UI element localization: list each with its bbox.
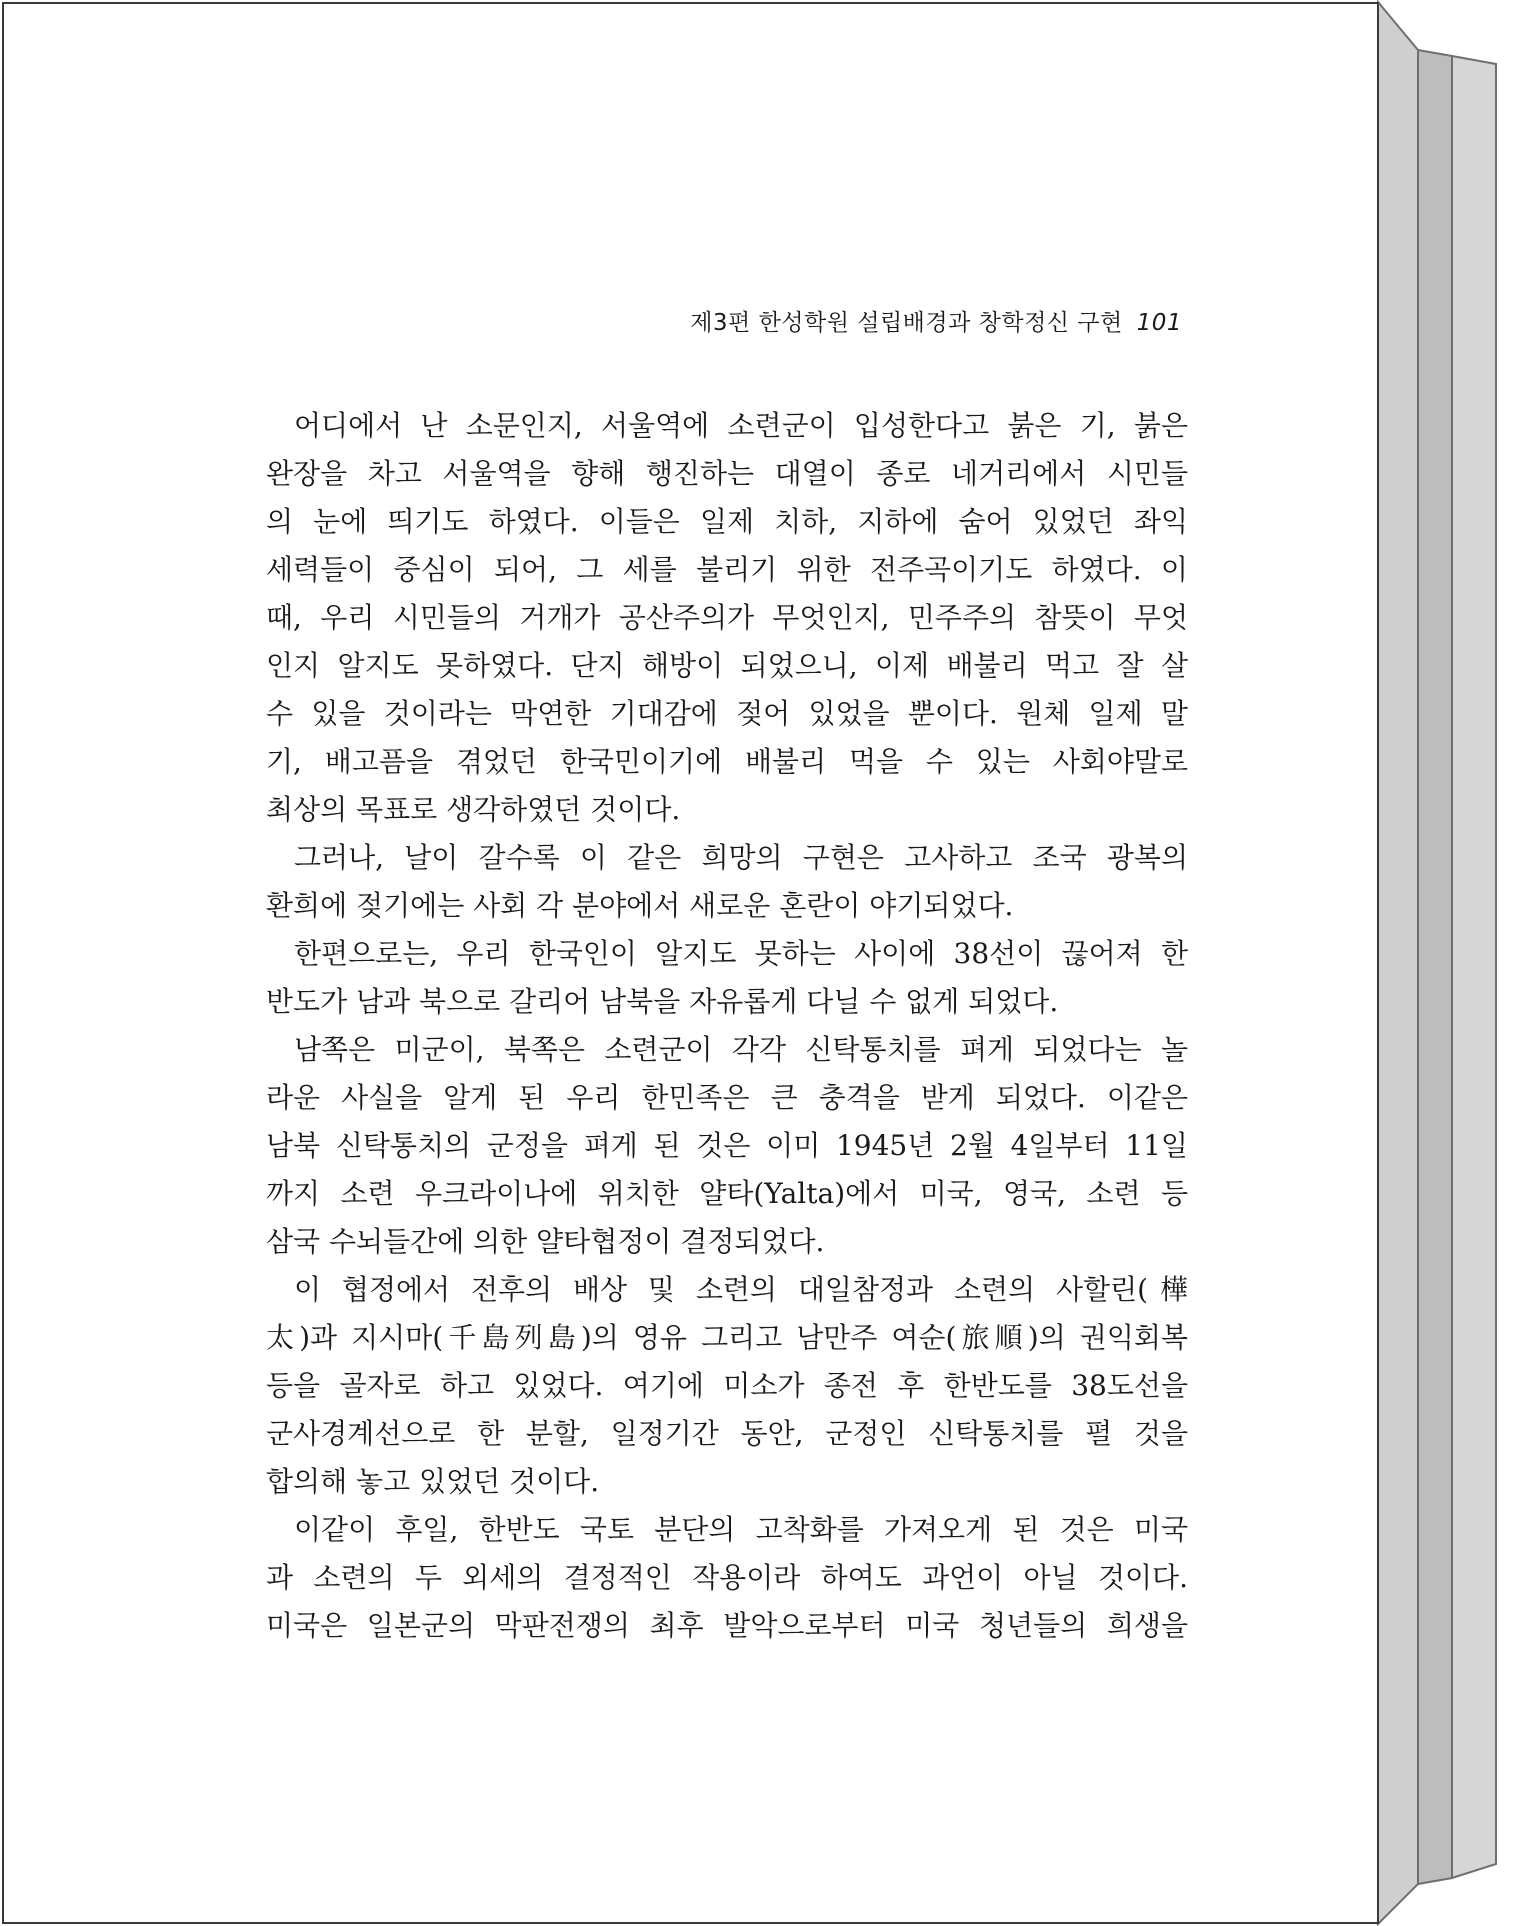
text-line: 환희에 젖기에는 사회 각 분야에서 새로운 혼란이 야기되었다. xyxy=(266,889,1014,922)
text-line: 반도가 남과 북으로 갈리어 남북을 자유롭게 다닐 수 없게 되었다. xyxy=(266,985,1059,1018)
book-side-edge-inner xyxy=(1452,56,1496,1878)
text-line: 이같이 후일, 한반도 국토 분단의 고착화를 가져오게 된 것은 미국 xyxy=(294,1513,1188,1546)
text-line: 세력들이 중심이 되어, 그 세를 불리기 위한 전주곡이기도 하였다. 이 xyxy=(266,553,1188,586)
body-text xyxy=(266,402,1188,1650)
text-line: 완장을 차고 서울역을 향해 행진하는 대열이 종로 네거리에서 시민들 xyxy=(266,457,1188,490)
text-line: 한편으로는, 우리 한국인이 알지도 못하는 사이에 38선이 끊어져 한 xyxy=(294,937,1188,970)
text-line: 어디에서 난 소문인지, 서울역에 소련군이 입성한다고 붉은 기, 붉은 xyxy=(294,409,1188,442)
text-line: 이 협정에서 전후의 배상 및 소련의 대일참정과 소련의 사할린(樺 xyxy=(294,1273,1188,1306)
running-head-title: 제3편 한성학원 설립배경과 창학정신 구현 xyxy=(690,310,1123,336)
text-line: 太)과 지시마(千島列島)의 영유 그리고 남만주 여순(旅順)의 권익회복 xyxy=(266,1321,1188,1354)
text-line: 등을 골자로 하고 있었다. 여기에 미소가 종전 후 한반도를 38도선을 xyxy=(266,1369,1188,1402)
text-line: 수 있을 것이라는 막연한 기대감에 젖어 있었을 뿐이다. 원체 일제 말 xyxy=(266,697,1188,730)
page-number: 101 xyxy=(1136,310,1182,336)
text-line: 남쪽은 미군이, 북쪽은 소련군이 각각 신탁통치를 펴게 되었다는 놀 xyxy=(294,1033,1188,1066)
text-line: 라운 사실을 알게 된 우리 한민족은 큰 충격을 받게 되었다. 이같은 xyxy=(266,1081,1188,1114)
page-sheet xyxy=(4,4,1376,1920)
text-line: 때, 우리 시민들의 거개가 공산주의가 무엇인지, 민주주의 참뜻이 무엇 xyxy=(266,601,1188,634)
text-line: 최상의 목표로 생각하였던 것이다. xyxy=(266,793,681,826)
text-line: 남북 신탁통치의 군정을 펴게 된 것은 이미 1945년 2월 4일부터 11일 xyxy=(266,1129,1188,1162)
text-line: 기, 배고픔을 겪었던 한국민이기에 배불리 먹을 수 있는 사회야말로 xyxy=(266,745,1188,778)
book-side-edge-outer xyxy=(1378,2,1418,1924)
text-line: 합의해 놓고 있었던 것이다. xyxy=(266,1465,600,1498)
text-line: 의 눈에 띄기도 하였다. 이들은 일제 치하, 지하에 숨어 있었던 좌익 xyxy=(266,505,1188,538)
text-line: 인지 알지도 못하였다. 단지 해방이 되었으니, 이제 배불리 먹고 잘 살 xyxy=(266,649,1188,682)
text-line: 군사경계선으로 한 분할, 일정기간 동안, 군정인 신탁통치를 펼 것을 xyxy=(266,1417,1188,1450)
text-line: 과 소련의 두 외세의 결정적인 작용이라 하여도 과언이 아닐 것이다. xyxy=(266,1561,1188,1594)
text-line: 삼국 수뇌들간에 의한 얄타협정이 결정되었다. xyxy=(266,1225,825,1258)
running-head xyxy=(4,304,1182,337)
text-line: 미국은 일본군의 막판전쟁의 최후 발악으로부터 미국 청년들의 희생을 xyxy=(266,1609,1188,1642)
text-line: 까지 소련 우크라이나에 위치한 얄타(Yalta)에서 미국, 영국, 소련 등 xyxy=(266,1177,1188,1210)
book-side-edge-middle xyxy=(1418,50,1452,1884)
text-line: 그러나, 날이 갈수록 이 같은 희망의 구현은 고사하고 조국 광복의 xyxy=(294,841,1188,874)
